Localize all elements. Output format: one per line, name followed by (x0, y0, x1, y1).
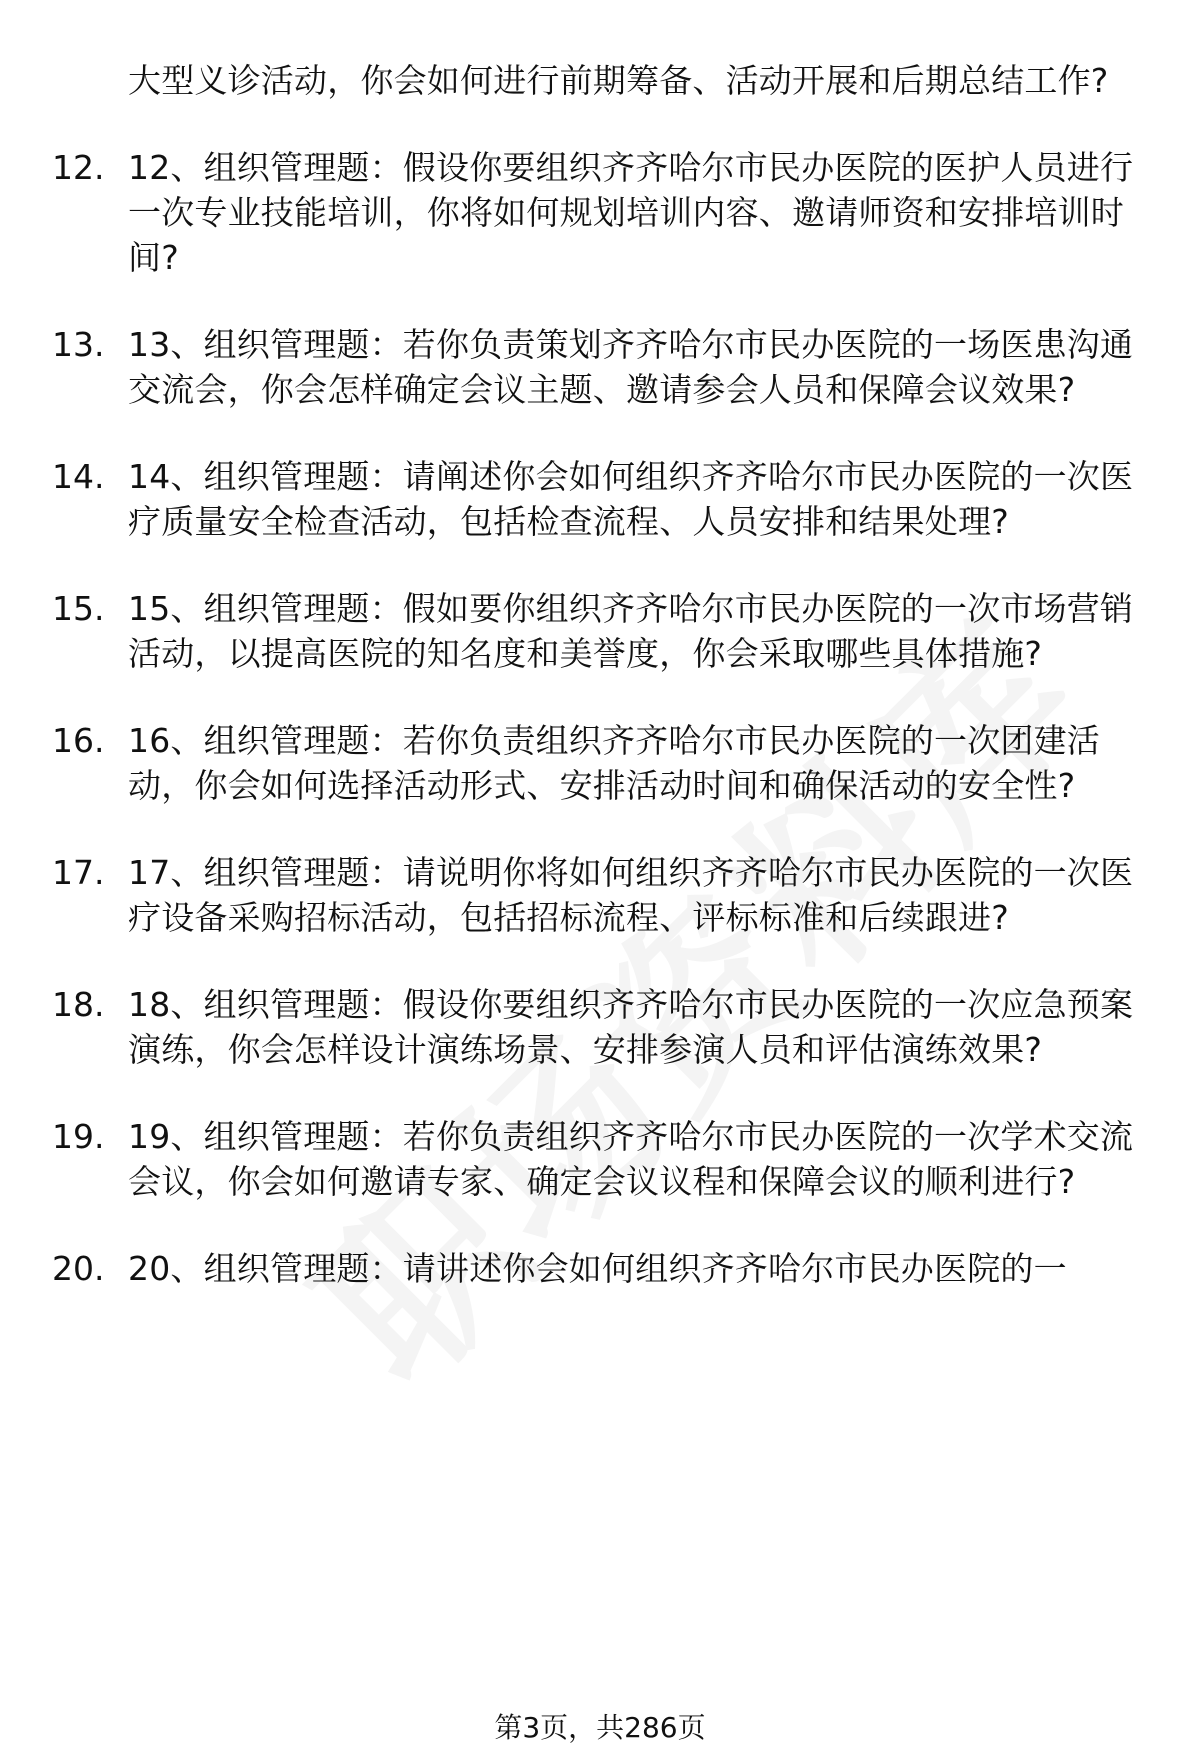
question-text: 17、组织管理题：请说明你将如何组织齐齐哈尔市民办医院的一次医疗设备采购招标活动，包括招标流程、评标标准和后续跟进? (128, 853, 1134, 937)
question-number: 14. (52, 457, 105, 496)
question-text: 大型义诊活动，你会如何进行前期筹备、活动开展和后期总结工作? (128, 61, 1109, 100)
question-text: 12、组织管理题：假设你要组织齐齐哈尔市民办医院的医护人员进行一次专业技能培训，你将如何规划培训内容、邀请师资和安排培训时间? (128, 148, 1134, 277)
list-item (0, 1246, 1200, 1291)
question-number: 19. (52, 1117, 105, 1156)
question-text: 16、组织管理题：若你负责组织齐齐哈尔市民办医院的一次团建活动，你会如何选择活动形式、安排活动时间和确保活动的安全性? (128, 721, 1100, 805)
question-number: 18. (52, 985, 105, 1024)
question-list (0, 58, 1200, 1333)
question-text: 18、组织管理题：假设你要组织齐齐哈尔市民办医院的一次应急预案演练，你会怎样设计演练场景、安排参演人员和评估演练效果? (128, 985, 1134, 1069)
question-text: 13、组织管理题：若你负责策划齐齐哈尔市民办医院的一场医患沟通交流会，你会怎样确定会议主题、邀请参会人员和保障会议效果? (128, 325, 1134, 409)
list-item (0, 586, 1200, 676)
list-item (0, 454, 1200, 544)
question-number: 13. (52, 325, 105, 364)
question-text: 20、组织管理题：请讲述你会如何组织齐齐哈尔市民办医院的一 (128, 1249, 1067, 1288)
list-item (0, 58, 1200, 103)
question-number: 12. (52, 148, 105, 187)
list-item (0, 718, 1200, 808)
question-number: 20. (52, 1249, 105, 1288)
question-text: 14、组织管理题：请阐述你会如何组织齐齐哈尔市民办医院的一次医疗质量安全检查活动，包括检查流程、人员安排和结果处理? (128, 457, 1134, 541)
question-number: 16. (52, 721, 105, 760)
question-number: 17. (52, 853, 105, 892)
list-item (0, 145, 1200, 280)
list-item (0, 322, 1200, 412)
question-text: 19、组织管理题：若你负责组织齐齐哈尔市民办医院的一次学术交流会议，你会如何邀请专家、确定会议议程和保障会议的顺利进行? (128, 1117, 1134, 1201)
question-text: 15、组织管理题：假如要你组织齐齐哈尔市民办医院的一次市场营销活动，以提高医院的知名度和美誉度，你会采取哪些具体措施? (128, 589, 1134, 673)
page-footer: 第3页，共286页 (494, 1711, 706, 1744)
list-item (0, 982, 1200, 1072)
question-number: 15. (52, 589, 105, 628)
list-item (0, 1114, 1200, 1204)
list-item (0, 850, 1200, 940)
